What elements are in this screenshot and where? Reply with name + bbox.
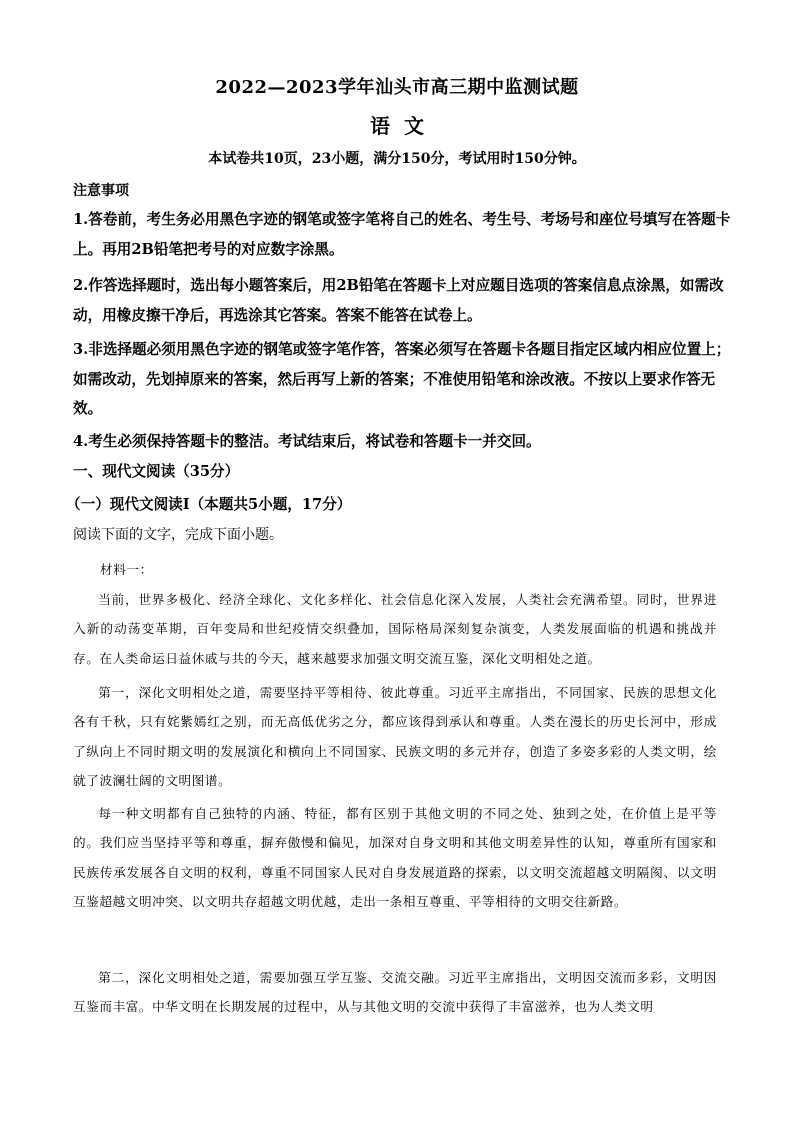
material-paragraph: 第一，深化文明相处之道，需要坚持平等相待、彼此尊重。习近平主席指出，不同国家、民族的思想文化各有千秋，只有姹紫嫣红之别，而无高低优劣之分，都应该得到承认和尊重。人类在漫长的历史长河中，形成了纵向上不同时期文明的发展演化和横向上不同国家、民族文明的多元并存，创造了多姿多彩的人类文明，绘就了波澜壮阔的文明图谱。	[73, 685, 717, 789]
exam-info: 本试卷共10页，23小题，满分150分，考试用时150分钟。	[208, 151, 586, 167]
reading-instruction: 阅读下面的文字，完成下面小题。	[73, 527, 283, 543]
notice-item: 3.非选择题必须用黑色字迹的钢笔或签字笔作答，答案必须写在答题卡各题目指定区域内相应位置上；如需改动，先划掉原来的答案，然后再写上新的答案；不准使用铅笔和涂改液。不按以上要求作答无效。	[73, 341, 731, 418]
section-heading: 一、现代文阅读（35分）	[73, 463, 240, 480]
material-label: 材料一：	[100, 562, 153, 577]
material-paragraph: 当前，世界多极化、经济全球化、文化多样化、社会信息化深入发展，人类社会充满希望。同时，世界进入新的动荡变革期，百年变局和世纪疫情交织叠加，国际格局深刻复杂演变，人类发展面临的机遇和挑战并存。在人类命运日益休戚与共的今天，越来越要求加强文明交流互鉴，深化文明相处之道。	[73, 592, 717, 666]
notice-heading: 注意事项	[73, 183, 129, 199]
notice-item: 4.考生必须保持答题卡的整洁。考试结束后，将试卷和答题卡一并交回。	[73, 433, 541, 450]
subject-title: 语文	[370, 114, 438, 138]
notice-item: 2.作答选择题时，选出每小题答案后，用2B铅笔在答题卡上对应题目选项的答案信息点涂黑，如需改动，用橡皮擦干净后，再选涂其它答案。答案不能答在试卷上。	[73, 277, 724, 324]
material-paragraph: 第二，深化文明相处之道，需要加强互学互鉴、交流交融。习近平主席指出，文明因交流而多彩，文明因互鉴而丰富。中华文明在长期发展的过程中，从与其他文明的交流中获得了丰富滋养，也为人类文明	[73, 970, 717, 1015]
subsection-heading: （一）现代文阅读Ⅰ（本题共5小题，17分）	[66, 496, 352, 513]
page-title: 2022—2023学年汕头市高三期中监测试题	[215, 77, 579, 98]
material-paragraph: 每一种文明都有自己独特的内涵、特征，都有区别于其他文明的不同之处、独到之处，在价值上是平等的。我们应当坚持平等和尊重，摒弃傲慢和偏见，加深对自身文明和其他文明差异性的认知，尊重所有国家和民族传承发展各自文明的权利，尊重不同国家人民对自身发展道路的探索，以文明交流超越文明隔阂、以文明互鉴超越文明冲突、以文明共存超越文明优越，走出一条相互尊重、平等相待的文明交往新路。	[73, 806, 717, 910]
notice-item: 1.答卷前，考生务必用黑色字迹的钢笔或签字笔将自己的姓名、考生号、考场号和座位号填写在答题卡上。再用2B铅笔把考号的对应数字涂黑。	[73, 211, 731, 258]
